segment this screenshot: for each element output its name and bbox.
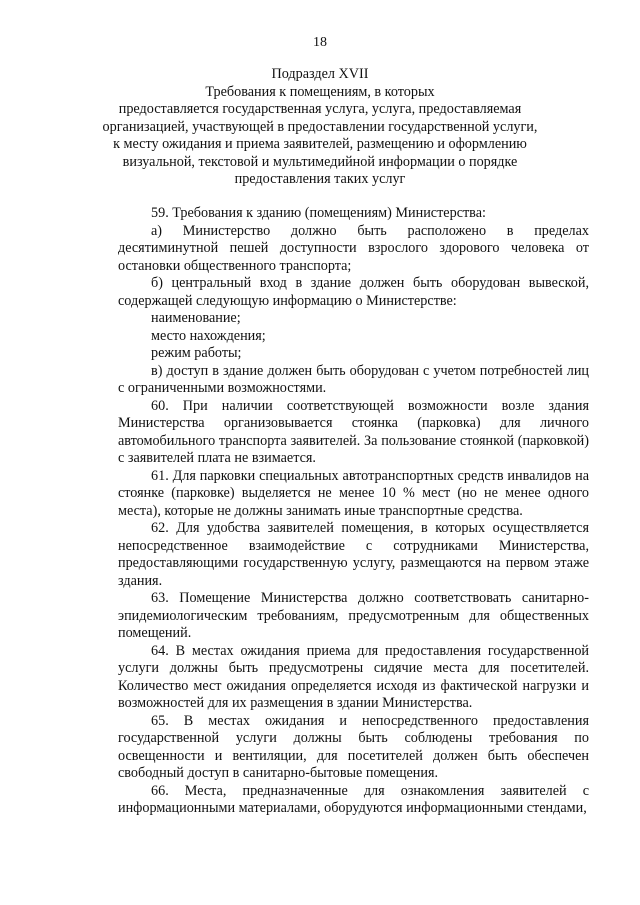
document-body [118, 205, 589, 818]
paragraph-61: 61. Для парковки специальных автотранспортных средств инвалидов на стоянке (парковке) выделяется не менее 10 % мест (но не менее одного места), которые не должны занимать иные транспортные средства. [118, 467, 589, 519]
paragraph-59-v: в) доступ в здание должен быть оборудован с учетом потребностей лиц с ограниченными возможностями. [118, 362, 589, 396]
heading-line: к месту ожидания и приема заявителей, размещению и оформлению [113, 136, 527, 152]
paragraph-62: 62. Для удобства заявителей помещения, в которых осуществляется непосредственное взаимодействие с сотрудниками Министерства, предоставляющими государственную услугу, размещаются на первом этаже здания. [118, 520, 589, 589]
list-item-location: место нахождения; [151, 327, 266, 344]
list-item-name: наименование; [151, 310, 241, 326]
heading-line: организацией, участвующей в предоставлении государственной услуги, [102, 118, 538, 135]
paragraph-59: 59. Требования к зданию (помещениям) Министерства: [151, 205, 486, 221]
list-item-schedule: режим работы; [151, 345, 242, 361]
page-number: 18 [313, 35, 327, 50]
heading-line: предоставляется государственная услуга, услуга, предоставляемая [118, 101, 522, 117]
heading-line: Требования к помещениям, в которых [205, 83, 435, 100]
heading-line: предоставления таких услуг [234, 171, 406, 187]
section-heading [100, 66, 540, 189]
paragraph-64: 64. В местах ожидания приема для предоставления государственной услуги должны быть предусмотрены сидячие места для посетителей. Количество мест ожидания определяется исходя из фактической нагрузки и возможностей для их размещения в здании Министерства. [118, 642, 589, 711]
paragraph-60: 60. При наличии соответствующей возможности возле здания Министерства организовывается стоянка (парковка) для личного автомобильного транспорта заявителей. За пользование стоянкой (парковкой) с заявителей плата не взимается. [118, 397, 589, 466]
heading-line: визуальной, текстовой и мультимедийной информации о порядке [122, 153, 518, 170]
paragraph-63: 63. Помещение Министерства должно соответствовать санитарно-эпидемиологическим требованиям, предусмотренным для общественных помещений. [118, 590, 589, 641]
paragraph-65: 65. В местах ожидания и непосредственного предоставления государственной услуги должны быть соблюдены требования по освещенности и вентиляции, для посетителей должен быть обеспечен свободный доступ в санитарно-бытовые помещения. [118, 712, 589, 781]
paragraph-59-b: б) центральный вход в здание должен быть оборудован вывеской, содержащей следующую информацию о Министерстве: [118, 275, 589, 309]
heading-line: Подраздел XVII [271, 66, 369, 82]
paragraph-59-a: а) Министерство должно быть расположено в пределах десятиминутной пешей доступности взрослого здорового человека от остановки общественного транспорта; [118, 222, 589, 274]
paragraph-66: 66. Места, предназначенные для ознакомления заявителей с информационными материалами, оборудуются информационными стендами, [118, 782, 589, 816]
